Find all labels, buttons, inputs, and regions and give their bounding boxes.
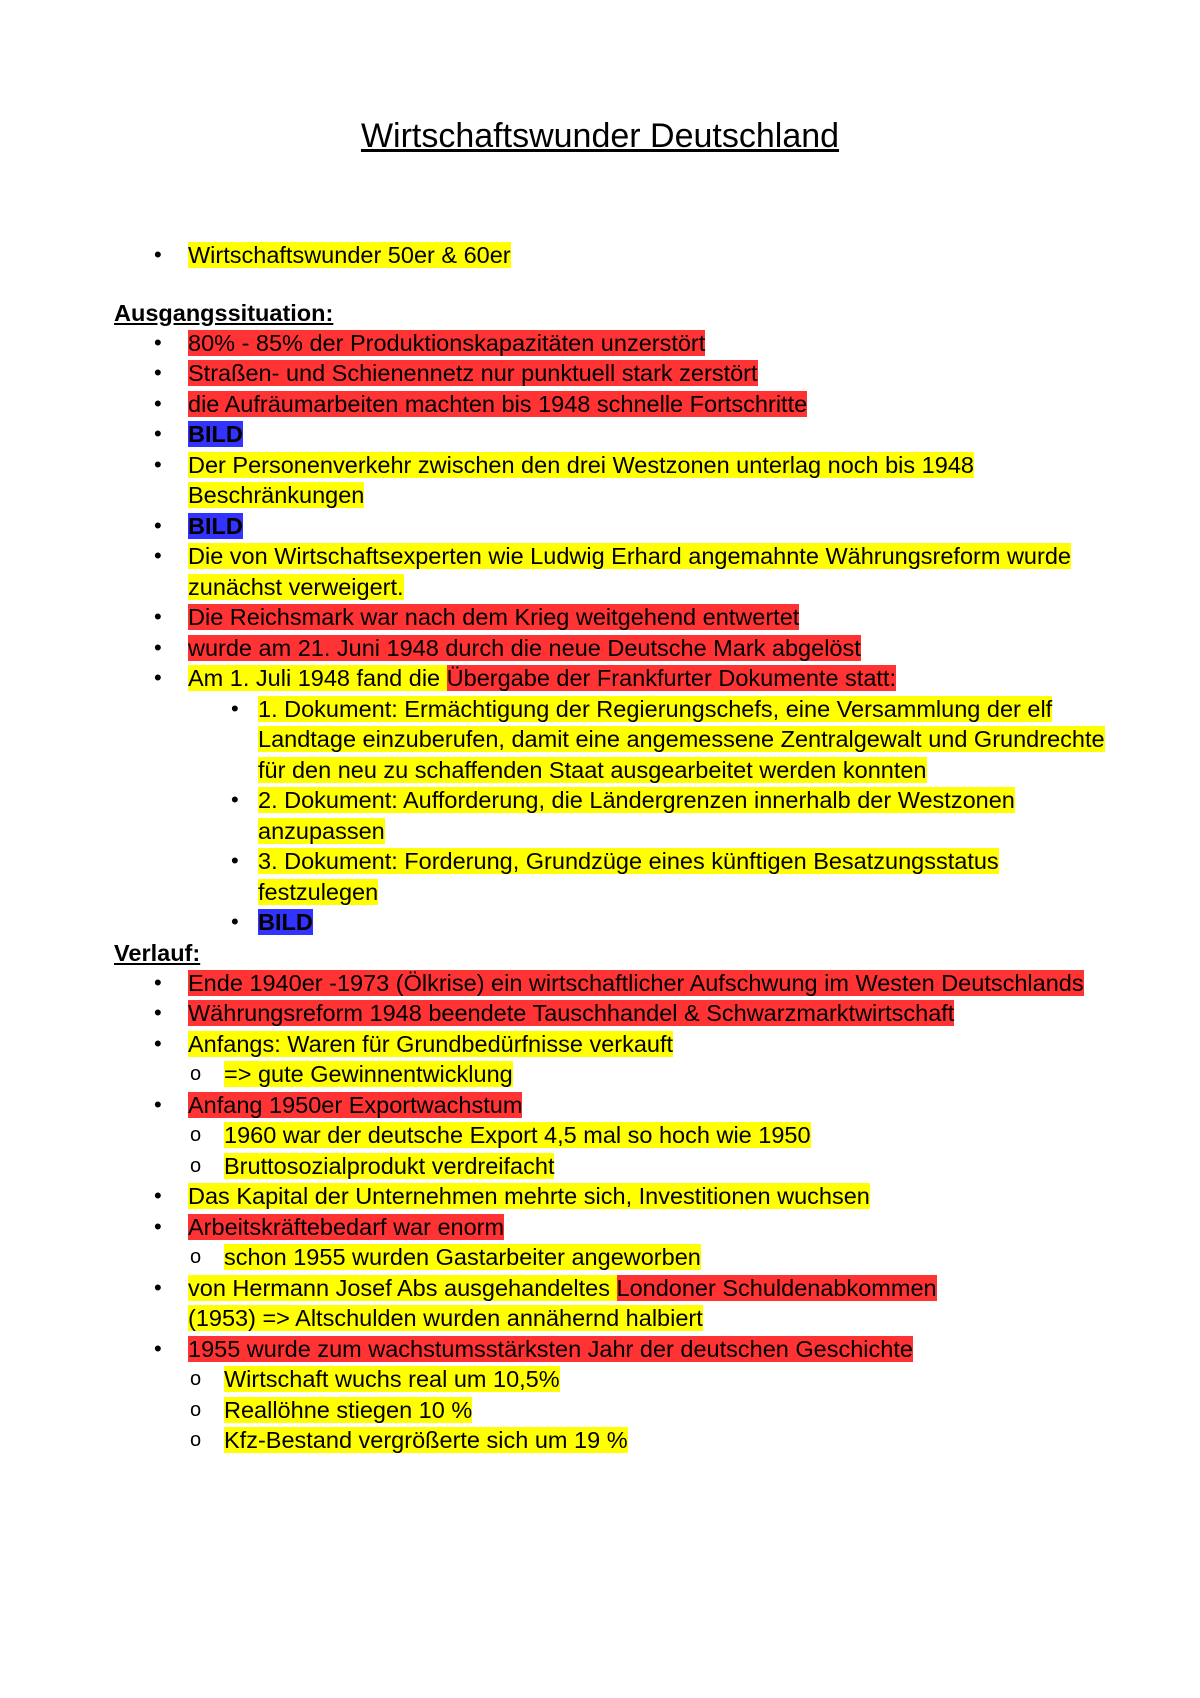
bullet-disc-icon: • — [154, 1335, 162, 1361]
item-text: Am 1. Juli 1948 fand die — [188, 665, 447, 691]
bullet-disc-icon: • — [231, 695, 239, 721]
page-title: Wirtschaftswunder Deutschland — [360, 117, 840, 155]
list-item-sub — [114, 1395, 1114, 1426]
list-item — [114, 1090, 1114, 1121]
item-text: (1953) => Altschulden wurden annähernd halbiert — [188, 1305, 703, 1331]
item-text: => gute Gewinnentwicklung — [224, 1061, 513, 1087]
bullet-circle-icon: o — [190, 1063, 202, 1085]
item-text: Anfangs: Waren für Grundbedürfnisse verkauft — [188, 1030, 674, 1057]
list-item — [114, 358, 1114, 389]
bullet-disc-icon: • — [154, 665, 162, 690]
bullet-circle-icon: o — [190, 1429, 202, 1451]
bullet-disc-icon: • — [154, 969, 162, 995]
bullet-disc-icon: • — [154, 1274, 162, 1300]
list-item — [114, 663, 1114, 694]
bullet-disc-icon: • — [154, 242, 162, 267]
item-text: Wirtschaft wuchs real um 10,5% — [224, 1366, 560, 1392]
bullet-disc-icon: • — [231, 848, 239, 873]
list-item — [114, 1029, 1114, 1060]
item-text: Der Personenverkehr zwischen den drei Westzonen unterlag noch bis 1948 Beschränkungen — [188, 451, 974, 508]
image-placeholder: BILD — [188, 512, 243, 539]
bullet-circle-icon: o — [190, 1154, 202, 1177]
bullet-disc-icon: • — [154, 451, 162, 477]
list-item — [114, 1181, 1114, 1212]
item-text: 1. Dokument: Ermächtigung der Regierungschefs, eine Versammlung der elf Landtage einzuberufen, damit eine angemessene Zentralgewalt und Grundrechte für den neu zu schaffenden Staat ausgearbeitet werden konnten — [258, 695, 1105, 783]
list-item-sub — [114, 785, 1114, 846]
item-text: Arbeitskräftebedarf war enorm — [188, 1213, 505, 1240]
verlauf-list — [114, 968, 1114, 1456]
list-item — [114, 602, 1114, 633]
bullet-disc-icon: • — [154, 1000, 162, 1025]
intro-text: Wirtschaftswunder 50er & 60er — [188, 242, 511, 268]
list-item — [114, 1273, 1114, 1334]
list-item-sub — [114, 846, 1114, 907]
item-text-highlight: Londoner Schuldenabkommen — [616, 1274, 937, 1301]
image-placeholder: BILD — [258, 909, 313, 935]
item-text: 80% - 85% der Produktionskapazitäten unzerstört — [188, 329, 706, 356]
item-text: Straßen- und Schienennetz nur punktuell stark zerstört — [188, 360, 758, 386]
list-item — [114, 511, 1114, 542]
bullet-disc-icon: • — [231, 787, 239, 812]
item-text: Die von Wirtschaftsexperten wie Ludwig Erhard angemahnte Währungsreform wurde zunächst verweigert. — [188, 543, 1071, 600]
list-item — [114, 328, 1114, 359]
ausgang-list — [114, 328, 1114, 938]
item-text: Die Reichsmark war nach dem Krieg weitgehend entwertet — [188, 604, 800, 630]
item-text: von Hermann Josef Abs ausgehandeltes — [188, 1274, 617, 1301]
list-item — [114, 998, 1114, 1029]
list-item — [114, 1334, 1114, 1365]
item-text: die Aufräumarbeiten machten bis 1948 schnelle Fortschritte — [188, 390, 808, 417]
list-item-sub — [114, 1364, 1114, 1395]
bullet-disc-icon: • — [154, 329, 162, 355]
item-text: 1960 war der deutsche Export 4,5 mal so hoch wie 1950 — [224, 1122, 811, 1148]
list-item-sub — [114, 1151, 1114, 1182]
item-text: 1955 wurde zum wachstumsstärksten Jahr der deutschen Geschichte — [188, 1335, 913, 1362]
bullet-disc-icon: • — [154, 1030, 162, 1056]
list-item — [114, 389, 1114, 420]
bullet-disc-icon: • — [154, 543, 162, 568]
bullet-circle-icon: o — [190, 1368, 202, 1390]
item-text: Kfz-Bestand vergrößerte sich um 19 % — [224, 1427, 628, 1453]
item-text: Anfang 1950er Exportwachstum — [188, 1091, 523, 1118]
bullet-disc-icon: • — [154, 512, 162, 538]
section-heading-verlauf: Verlauf: — [114, 939, 201, 966]
item-text: Bruttosozialprodukt verdreifacht — [224, 1152, 555, 1179]
bullet-disc-icon: • — [231, 909, 239, 934]
list-item-sub — [114, 1242, 1114, 1273]
bullet-disc-icon: • — [154, 360, 162, 385]
image-placeholder: BILD — [188, 421, 243, 447]
item-text-highlight: Übergabe der Frankfurter Dokumente statt: — [446, 665, 896, 691]
bullet-circle-icon: o — [190, 1246, 202, 1268]
item-text: Ende 1940er -1973 (Ölkrise) ein wirtschaftlicher Aufschwung im Westen Deutschlands — [188, 969, 1084, 996]
list-item — [114, 450, 1114, 511]
item-text: 3. Dokument: Forderung, Grundzüge eines künftigen Besatzungsstatus festzulegen — [258, 848, 999, 905]
document-body — [114, 240, 1114, 1456]
bullet-disc-icon: • — [154, 390, 162, 416]
item-text: Währungsreform 1948 beendete Tauschhandel & Schwarzmarktwirtschaft — [188, 1000, 955, 1026]
item-text: wurde am 21. Juni 1948 durch die neue Deutsche Mark abgelöst — [188, 634, 861, 661]
item-text: Das Kapital der Unternehmen mehrte sich, Investitionen wuchsen — [188, 1183, 870, 1209]
list-item — [114, 240, 1114, 271]
intro-list — [114, 240, 1114, 271]
section-heading-ausgangssituation: Ausgangssituation: — [114, 299, 334, 326]
bullet-circle-icon: o — [190, 1398, 202, 1421]
item-text: 2. Dokument: Aufforderung, die Ländergrenzen innerhalb der Westzonen anzupassen — [258, 787, 1015, 844]
bullet-circle-icon: o — [190, 1124, 202, 1146]
item-text: Reallöhne stiegen 10 % — [224, 1396, 473, 1423]
list-item — [114, 968, 1114, 999]
list-item-sub — [114, 1059, 1114, 1090]
list-item — [114, 1212, 1114, 1243]
list-item-sub — [114, 1120, 1114, 1151]
bullet-disc-icon: • — [154, 634, 162, 660]
list-item-sub — [114, 1425, 1114, 1456]
item-text: schon 1955 wurden Gastarbeiter angeworben — [224, 1244, 701, 1270]
list-item-sub — [114, 694, 1114, 786]
list-item — [114, 419, 1114, 450]
bullet-disc-icon: • — [154, 1091, 162, 1117]
bullet-disc-icon: • — [154, 1183, 162, 1208]
bullet-disc-icon: • — [154, 604, 162, 629]
bullet-disc-icon: • — [154, 1213, 162, 1239]
bullet-disc-icon: • — [154, 421, 162, 446]
list-item-sub — [114, 907, 1114, 938]
list-item — [114, 541, 1114, 602]
list-item — [114, 633, 1114, 664]
